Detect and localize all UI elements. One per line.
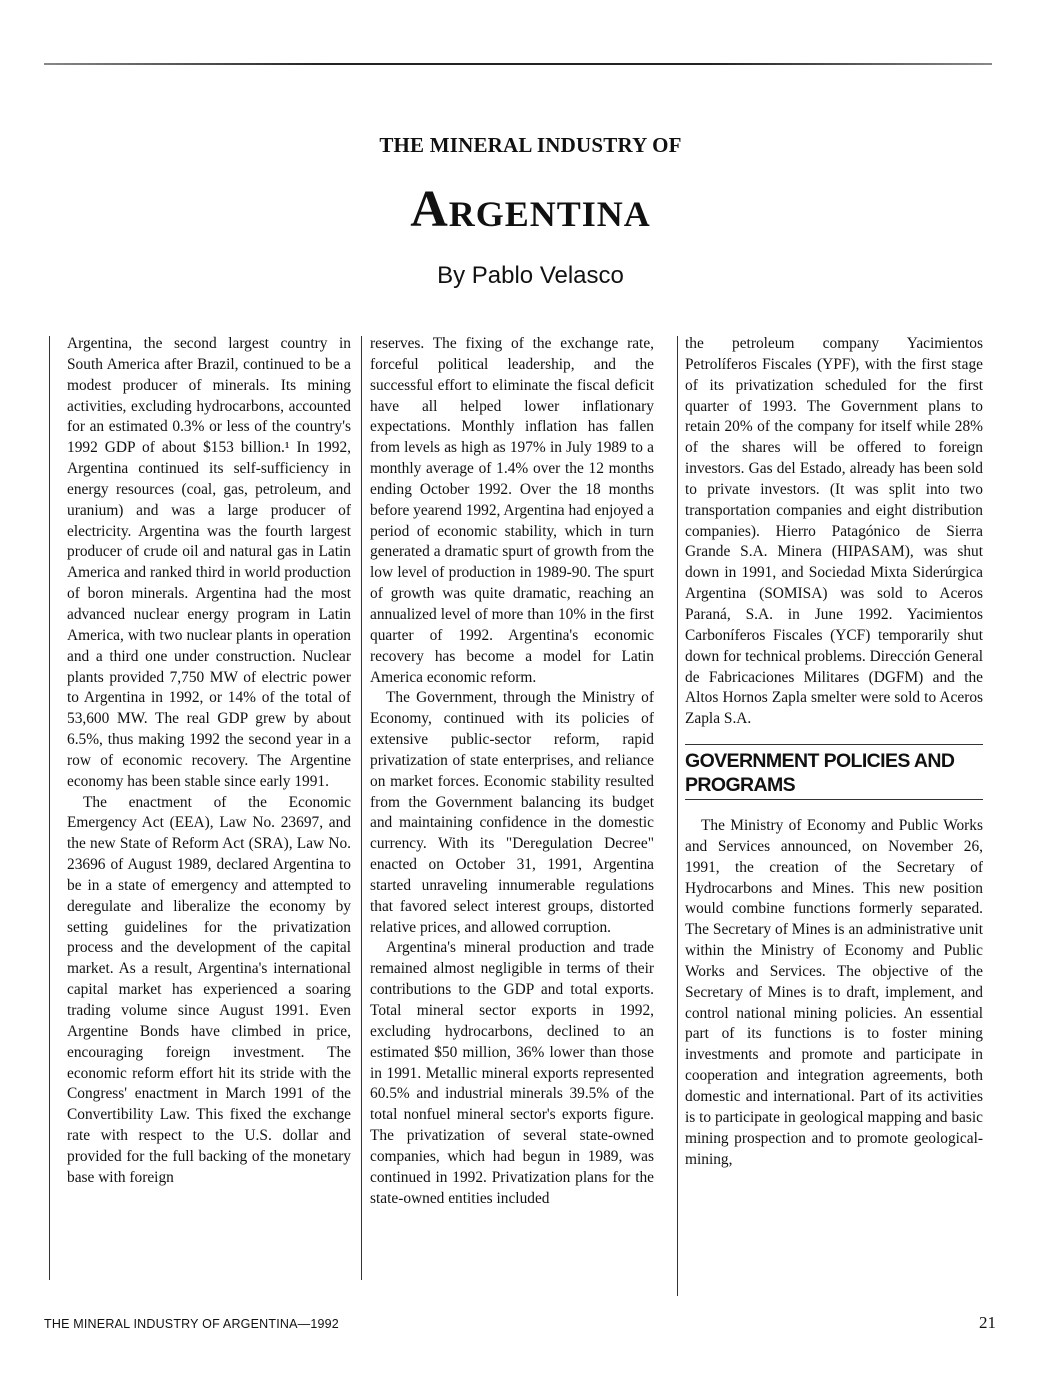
text-column-3 <box>685 334 983 1170</box>
section-heading-block <box>685 744 983 800</box>
paragraph: Argentina's mineral production and trade remained almost negligible in terms of their contributions to the GDP and total exports. Total mineral sector exports in 1992, excluding hydrocarbons, declined to an estimated $50 million, 36% lower than those in 1991. Metallic mineral exports represented 60.5% and industrial minerals 39.5% of the total nonfuel mineral sector's exports figure. The privatization of several state-owned companies, which had begun in 1989, was continued in 1992. Privatization plans for the state-owned entities included <box>370 939 654 1207</box>
column-rule-2 <box>677 336 678 1296</box>
text-column-1 <box>67 334 351 1189</box>
column-rule-1 <box>361 336 362 1280</box>
paragraph: the petroleum company Yacimientos Petrolíferos Fiscales (YPF), with the first stage of its privatization scheduled for the first quarter of 1993. The Government plans to retain 20% of the company for itself while 28% of the shares will be offered to foreign investors. Gas del Estado, already has been sold to private investors. (It was split into two transportation companies and eight distribution companies). Hierro Patagónico de Sierra Grande S.A. Minera (HIPASAM), was shut down in 1991, and Sociedad Mixta Siderúrgica Argentina (SOMISA) was sold to Aceros Paraná, S.A. in June 1992. Yacimientos Carboníferos Fiscales (YCF) temporarily shut down for technical problems. Dirección General de Fabricaciones Militares (DGFM) and the Altos Hornos Zapla smelter were sold to Aceros Zapla S.A. <box>685 335 983 728</box>
paragraph: The Ministry of Economy and Public Works and Services announced, on November 26, 1991, the creation of the Secretary of Hydrocarbons and Mines. This new position would combine functions formerly separated. The Secretary of Mines is an administrative unit within the Ministry of Economy and Public Works and Services. The objective of the Secretary of Mines is to draft, implement, and control national mining policies. An essential part of its functions is to foster mining investments and promote and participate in cooperation and integration agreements, both domestic and international. Part of its activities is to participate in geological mapping and basic mining prospection and to promote geological-mining, <box>685 817 983 1168</box>
heading-rule-top <box>685 744 983 745</box>
paragraph: The enactment of the Economic Emergency Act (EEA), Law No. 23697, and the new State of Reform Act (SRA), Law No. 23696 of August 1989, declared Argentina to be in a state of emergency and attempted to deregulate and liberalize the economy by setting guidelines for the privatization process and the development of the capital market. As a result, Argentina's international capital market has experienced a soaring trading volume since August 1991. Even Argentine Bonds have climbed in price, encouraging foreign investment. The economic reform effort hit its stride with the Congress' enactment in March 1991 of the Convertibility Law. This fixed the exchange rate with respect to the U.S. dollar and provided for the full backing of the monetary base with foreign <box>67 793 351 1186</box>
paragraph: Argentina, the second largest country in South America after Brazil, continued to be a modest producer of minerals. Its mining activities, excluding hydrocarbons, accounted for an estimated 0.3% or less of the country's 1992 GDP of about $153 billion.¹ In 1992, Argentina continued its self-sufficiency in energy resources (coal, gas, petroleum, and uranium) and was a large producer of electricity. Argentina was the fourth largest producer of crude oil and natural gas in Latin America and ranked third in world production of boron minerals. Argentina had the most advanced nuclear energy program in Latin America, with two nuclear plants in operation and a third one under construction. Nuclear plants provided 7,750 MW of electric power to Argentina in 1992, or 14% of the total of 53,600 MW. The real GDP grew by about 6.5%, thus making 1992 the second year in a row of economic recovery. The Argentine economy has been stable since early 1991. <box>67 335 351 790</box>
byline: By Pablo Velasco <box>437 262 624 289</box>
column-rule-left <box>49 336 50 1280</box>
section-heading: GOVERNMENT POLICIES AND PROGRAMS <box>685 750 955 797</box>
title-kicker: THE MINERAL INDUSTRY OF <box>379 133 682 157</box>
page-title: Argentina <box>410 181 651 238</box>
running-footer-title: THE MINERAL INDUSTRY OF ARGENTINA—1992 <box>44 1317 339 1331</box>
paragraph: The Government, through the Ministry of Economy, continued with its policies of extensive public-sector reform, rapid privatization of state enterprises, and reliance on market forces. Economic stability resulted from the Government balancing its budget and maintaining confidence in the domestic currency. With its "Deregulation Decree" enacted on October 31, 1991, Argentina started unraveling innumerable regulations that favored select interest groups, distorted relative prices, and allowed corruption. <box>370 689 654 936</box>
heading-rule-bottom <box>685 799 983 800</box>
text-column-2 <box>370 334 654 1209</box>
paragraph: reserves. The fixing of the exchange rate, forceful political leadership, and the successful effort to eliminate the fiscal deficit have all helped lower inflationary expectations. Monthly inflation has fallen from levels as high as 197% in July 1989 to a monthly average of 1.4% over the 12 months ending October 1992. Over the 18 months before yearend 1992, Argentina had enjoyed a period of economic stability, which in turn generated a dramatic spurt of growth from the low level of production in 1989-90. The spurt of growth was quite dramatic, reaching an annualized level of more than 10% in the first quarter of 1992. Argentina's economic recovery has become a model for Latin America economic reform. <box>370 335 654 686</box>
page-number: 21 <box>979 1313 996 1332</box>
top-rule <box>44 63 992 65</box>
